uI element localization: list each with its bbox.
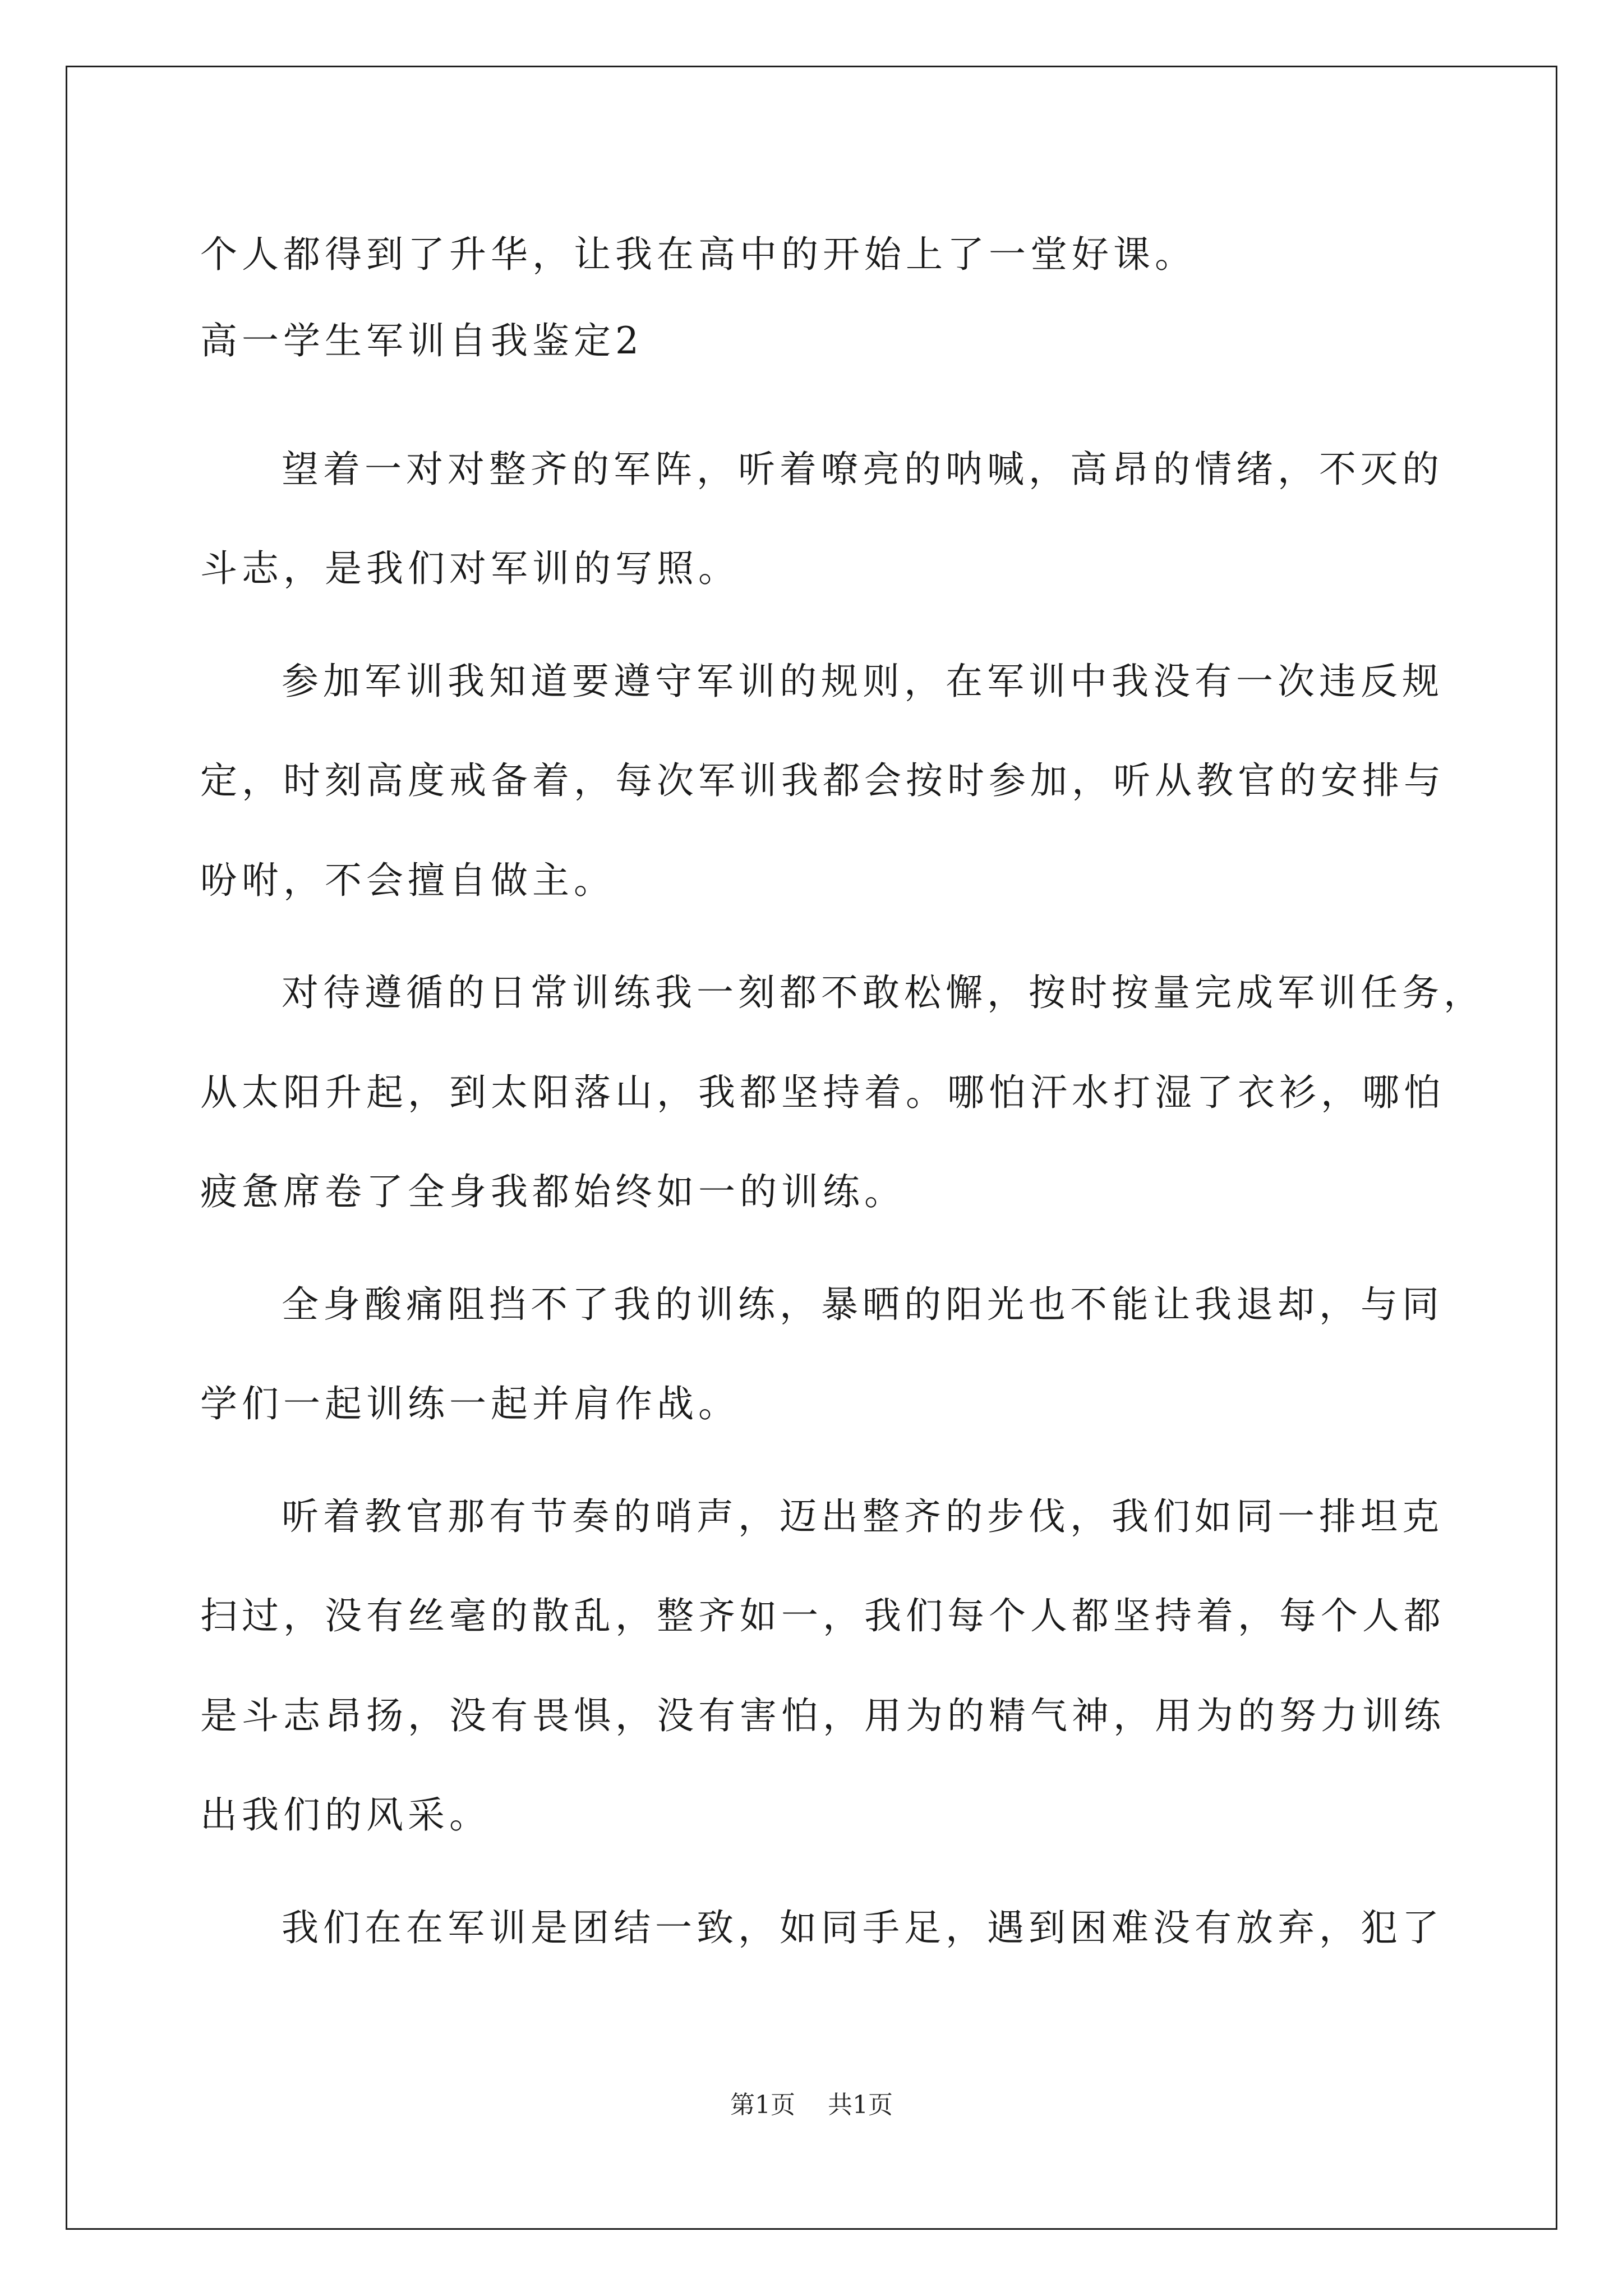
paragraph-line: 吩咐，不会擅自做主。 bbox=[200, 859, 615, 902]
paragraph-line: 全身酸痛阻挡不了我的训练，暴晒的阳光也不能让我退却，与同 bbox=[282, 1283, 1444, 1326]
paragraph-line: 学们一起训练一起并肩作战。 bbox=[200, 1382, 740, 1425]
paragraph-line: 对待遵循的日常训练我一刻都不敢松懈，按时按量完成军训任务， bbox=[282, 971, 1485, 1014]
page-number-total: 共1页 bbox=[828, 2091, 893, 2119]
section-heading: 高一学生军训自我鉴定2 bbox=[200, 319, 643, 362]
paragraph-line: 出我们的风采。 bbox=[200, 1793, 491, 1837]
paragraph-line: 听着教官那有节奏的哨声，迈出整齐的步伐，我们如同一排坦克 bbox=[282, 1495, 1444, 1538]
paragraph-line: 是斗志昂扬，没有畏惧，没有害怕，用为的精气神，用为的努力训练 bbox=[200, 1694, 1445, 1737]
paragraph-line: 疲惫席卷了全身我都始终如一的训练。 bbox=[200, 1170, 906, 1213]
page-number-current: 第1页 bbox=[730, 2091, 795, 2119]
paragraph-line: 定，时刻高度戒备着，每次军训我都会按时参加，听从教官的安排与 bbox=[200, 759, 1445, 802]
page-footer bbox=[0, 2088, 1623, 2122]
paragraph-line: 扫过，没有丝毫的散乱，整齐如一，我们每个人都坚持着，每个人都 bbox=[200, 1594, 1445, 1637]
paragraph-line: 望着一对对整齐的军阵，听着嘹亮的呐喊，高昂的情绪，不灭的 bbox=[282, 448, 1444, 491]
paragraph-line: 我们在在军训是团结一致，如同手足，遇到困难没有放弃，犯了 bbox=[282, 1906, 1444, 1949]
paragraph-line: 个人都得到了升华，让我在高中的开始上了一堂好课。 bbox=[200, 233, 1196, 276]
paragraph-line: 斗志，是我们对军训的写照。 bbox=[200, 547, 740, 590]
paragraph-line: 参加军训我知道要遵守军训的规则，在军训中我没有一次违反规 bbox=[282, 660, 1444, 703]
paragraph-line: 从太阳升起，到太阳落山，我都坚持着。哪怕汗水打湿了衣衫，哪怕 bbox=[200, 1071, 1445, 1114]
